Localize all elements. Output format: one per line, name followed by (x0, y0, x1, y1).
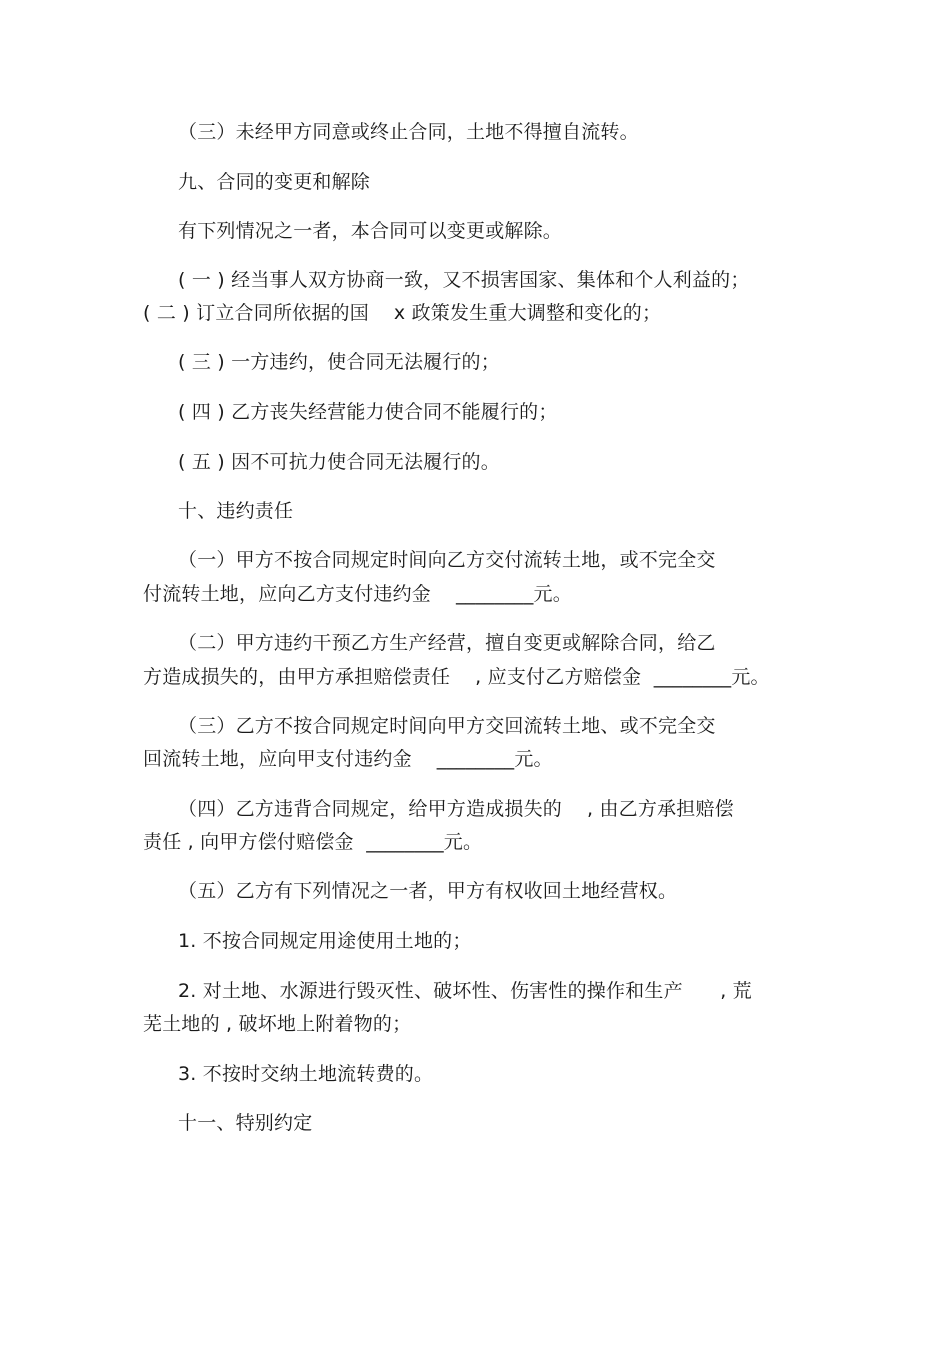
clause-8-item-3: （三）未经甲方同意或终止合同，土地不得擅自流转。 (178, 121, 639, 143)
section-10-item-3-line-2: 回流转土地，应向甲支付违约金 ________元。 (143, 748, 553, 770)
section-9-item-5: ( 五 ) 因不可抗力使合同无法履行的。 (178, 451, 500, 473)
section-9-item-2: ( 二 ) 订立合同所依据的国 x 政策发生重大调整和变化的； (143, 302, 662, 324)
section-9-item-4: ( 四 ) 乙方丧失经营能力使合同不能履行的； (178, 401, 558, 423)
section-10-item-1-line-1: （一）甲方不按合同规定时间向乙方交付流转土地，或不完全交 (178, 549, 716, 571)
section-10-item-3-line-1: （三）乙方不按合同规定时间向甲方交回流转土地、或不完全交 (178, 715, 716, 737)
section-10-item-4-line-1: （四）乙方违背合同规定，给甲方造成损失的 , 由乙方承担赔偿 (178, 798, 734, 820)
section-10-item-5-sub-3: 3. 不按时交纳土地流转费的。 (178, 1063, 434, 1085)
section-10-item-5-sub-1: 1. 不按合同规定用途使用土地的； (178, 930, 472, 952)
section-9-intro: 有下列情况之一者，本合同可以变更或解除。 (178, 220, 563, 242)
section-11-heading: 十一、特别约定 (178, 1112, 313, 1134)
section-10-item-1-line-2: 付流转土地，应向乙方支付违约金 ________元。 (143, 583, 572, 605)
section-10-item-4-line-2: 责任 , 向甲方偿付赔偿金 ________元。 (143, 831, 483, 853)
section-10-item-5-sub-2-line-1: 2. 对土地、水源进行毁灭性、破坏性、伤害性的操作和生产 , 荒 (178, 980, 752, 1002)
section-10-heading: 十、违约责任 (178, 500, 294, 522)
section-10-item-2-line-2: 方造成损失的，由甲方承担赔偿责任 , 应支付乙方赔偿金 ________元。 (143, 666, 770, 688)
section-10-item-2-line-1: （二）甲方违约干预乙方生产经营，擅自变更或解除合同，给乙 (178, 632, 716, 654)
section-9-heading: 九、合同的变更和解除 (178, 171, 371, 193)
section-9-item-1: ( 一 ) 经当事人双方协商一致，又不损害国家、集体和个人利益的； (178, 269, 750, 291)
section-10-item-5: （五）乙方有下列情况之一者，甲方有权收回土地经营权。 (178, 880, 678, 902)
section-10-item-5-sub-2-line-2: 芜土地的 , 破坏地上附着物的； (143, 1013, 412, 1035)
section-9-item-3: ( 三 ) 一方违约，使合同无法履行的； (178, 351, 500, 373)
